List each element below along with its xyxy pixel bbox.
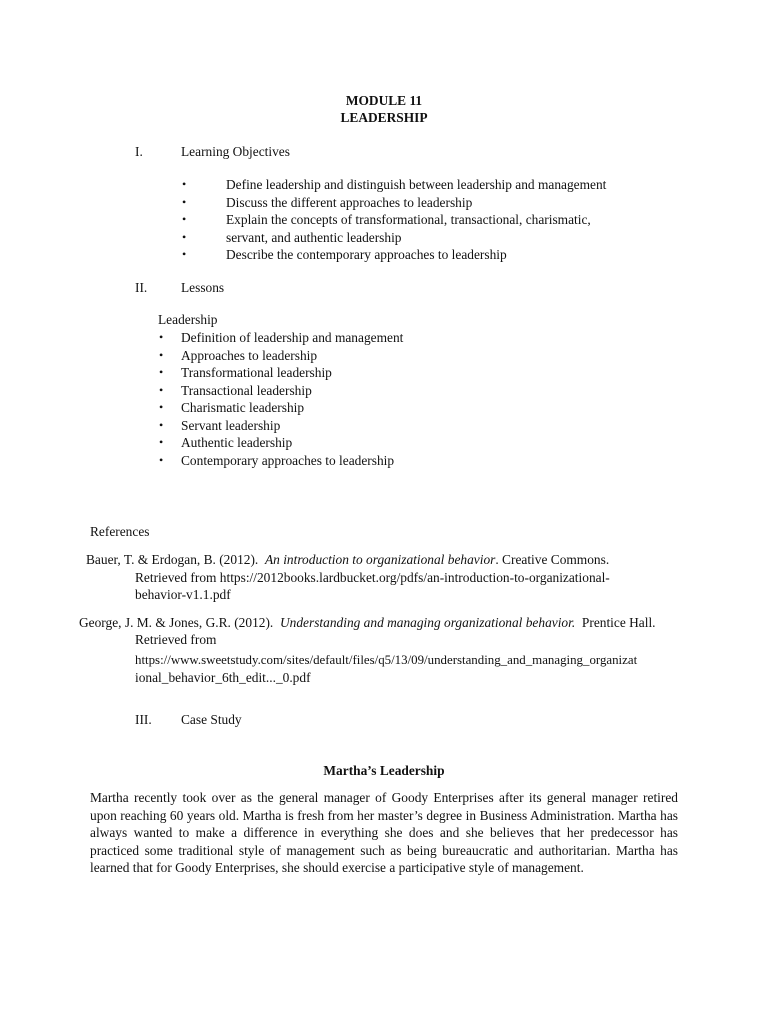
objective-item (0, 229, 768, 247)
reference-2-publisher: Prentice Hall. (581, 615, 656, 630)
reference-1-line-1 (86, 551, 609, 569)
section-1-heading: Learning Objectives (181, 144, 290, 159)
lesson-text: Authentic leadership (181, 435, 293, 450)
section-3-heading: Case Study (181, 712, 242, 727)
lesson-item (0, 399, 768, 417)
bullet-icon: • (159, 365, 164, 379)
objective-text: Define leadership and distinguish between leadership and management (226, 177, 607, 192)
bullet-icon: • (182, 177, 187, 191)
reference-1-publisher: . Creative Commons. (495, 552, 610, 567)
case-paragraph: Martha recently took over as the general manager of Goody Enterprises after its general manager retired upon reaching 60 years old. Martha is fresh from her master’s degree in Business Administration. Martha has always wanted to make a difference in everything she does and she believes that her predecessor has practiced some traditional style of management such as being bureaucratic and authoritarian. Martha has learned that for Goody Enterprises, she should exercise a participative style of management. (90, 790, 678, 876)
lesson-item (0, 452, 768, 470)
lesson-text: Approaches to leadership (181, 347, 318, 363)
section-1-numeral: I. (135, 144, 143, 159)
lesson-text: Servant leadership (181, 417, 281, 433)
reference-2-authors: George, J. M. & Jones, G.R. (2012). (79, 615, 274, 630)
references-heading: References (90, 524, 150, 539)
bullet-icon: • (159, 435, 164, 449)
bullet-icon: • (159, 417, 164, 432)
lessons-topic: Leadership (158, 312, 218, 327)
objective-item (0, 176, 768, 194)
lesson-text: Transactional leadership (181, 382, 312, 398)
lesson-text: Contemporary approaches to leadership (181, 452, 395, 468)
section-2-heading: Lessons (181, 280, 225, 295)
case-title: Martha’s Leadership (323, 763, 445, 778)
lesson-item (0, 417, 768, 435)
reference-2-line-3: https://www.sweetstudy.com/sites/default/files/q5/13/09/understanding_and_managing_organizat (135, 653, 638, 667)
objective-text: Explain the concepts of transformational, transactional, charismatic, (226, 212, 591, 227)
objective-item (0, 194, 768, 212)
reference-1-line-2: Retrieved from https://2012books.lardbucket.org/pdfs/an-introduction-to-organizational- (135, 570, 610, 585)
bullet-icon: • (182, 247, 187, 261)
module-title: LEADERSHIP (340, 110, 428, 125)
objective-text: servant, and authentic leadership (226, 229, 402, 245)
bullet-icon: • (182, 194, 187, 209)
lesson-text: Definition of leadership and management (181, 330, 404, 345)
lessons-list (0, 329, 768, 469)
lesson-text: Transformational leadership (181, 365, 332, 380)
objectives-list (0, 176, 768, 264)
lesson-item (0, 347, 768, 365)
reference-1-title: An introduction to organizational behavior (264, 552, 496, 567)
module-number: MODULE 11 (345, 93, 423, 108)
reference-1-authors: Bauer, T. & Erdogan, B. (2012). (86, 552, 259, 567)
objective-item (0, 211, 768, 229)
section-3-numeral: III. (135, 712, 152, 727)
reference-2-line-4: ional_behavior_6th_edit..._0.pdf (135, 670, 311, 685)
reference-2-line-2: Retrieved from (135, 632, 217, 647)
bullet-icon: • (182, 212, 187, 226)
section-2-numeral: II. (135, 280, 148, 295)
reference-1-line-3: behavior-v1.1.pdf (135, 587, 231, 602)
lesson-text: Charismatic leadership (181, 400, 305, 415)
bullet-icon: • (159, 382, 164, 397)
bullet-icon: • (159, 452, 164, 467)
objective-text: Discuss the different approaches to leadership (226, 194, 473, 210)
bullet-icon: • (159, 400, 164, 414)
objective-item (0, 246, 768, 264)
reference-2-line-1 (79, 614, 656, 632)
lesson-item (0, 434, 768, 452)
bullet-icon: • (159, 330, 164, 344)
reference-2-title: Understanding and managing organizational behavior. (279, 615, 576, 630)
bullet-icon: • (159, 347, 164, 362)
lesson-item (0, 329, 768, 347)
lesson-item (0, 382, 768, 400)
lesson-item (0, 364, 768, 382)
bullet-icon: • (182, 229, 187, 244)
objective-text: Describe the contemporary approaches to leadership (226, 247, 507, 262)
